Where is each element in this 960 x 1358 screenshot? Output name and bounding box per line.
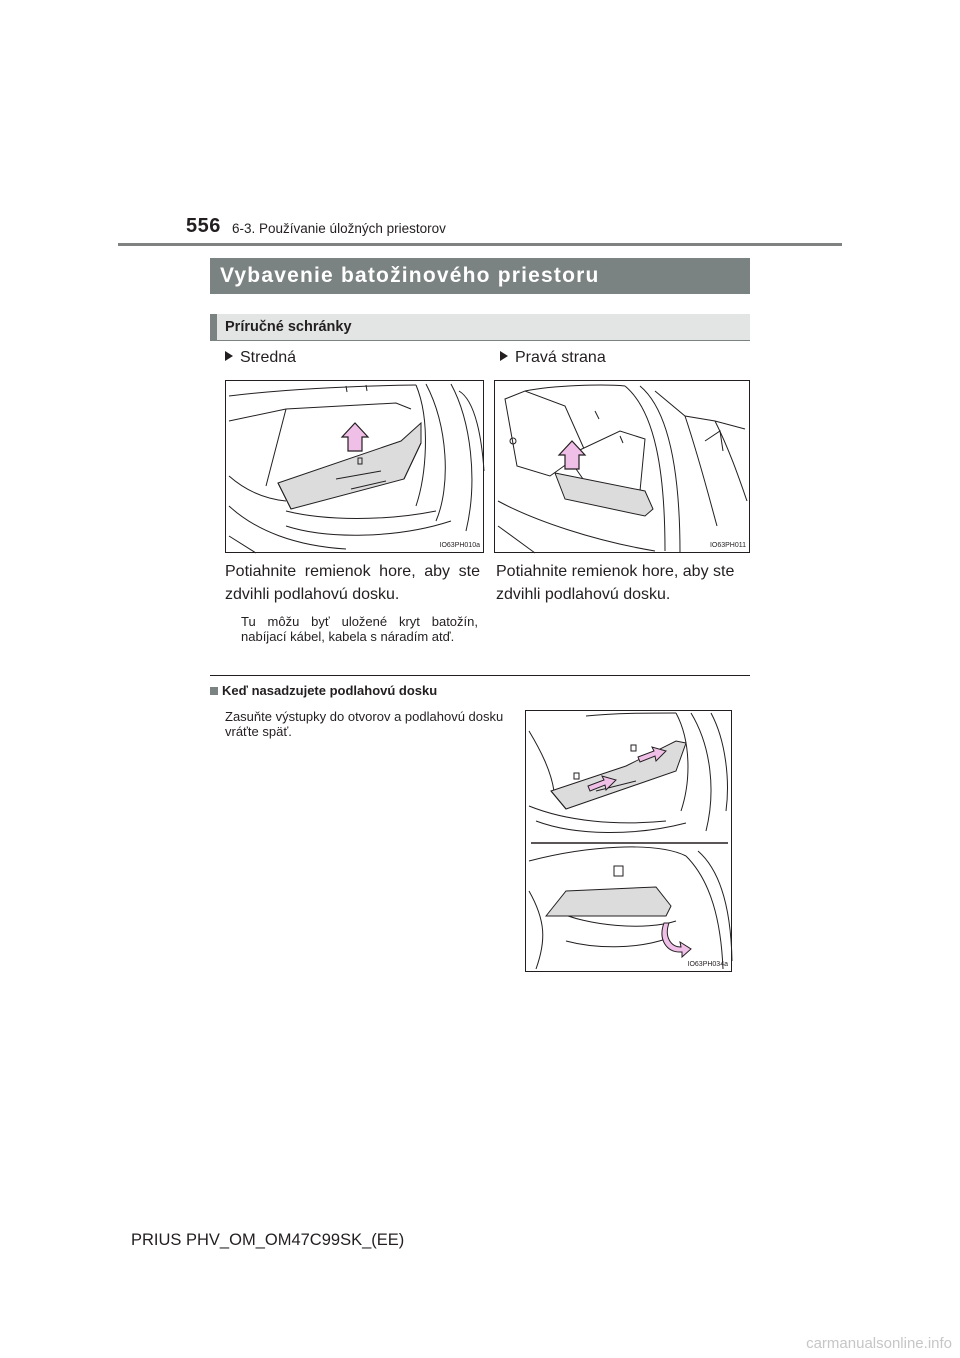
left-column-label xyxy=(225,349,296,367)
right-column-label xyxy=(500,349,606,367)
left-instruction: Potiahnite remienok hore, aby ste zdvihli podlahovú dosku. xyxy=(225,563,480,603)
right-label-text: Pravá strana xyxy=(515,349,606,366)
footer-doc-id: PRIUS PHV_OM_OM47C99SK_(EE) xyxy=(131,1231,405,1249)
figure-code: IO63PH010a xyxy=(439,542,480,549)
header-divider xyxy=(118,243,842,246)
figure-code: IO63PH034a xyxy=(687,961,728,968)
right-instruction: Potiahnite remienok hore, aby ste zdvihli podlahovú dosku. xyxy=(496,563,735,603)
triangle-bullet-icon xyxy=(225,351,233,361)
left-note: Tu môžu byť uložené kryt batožín, nabíjací kábel, kabela s náradím atď. xyxy=(241,614,478,644)
page-number: 556 xyxy=(186,215,221,237)
install-heading-text: Keď nasadzujete podlahovú dosku xyxy=(222,683,438,698)
triangle-bullet-icon xyxy=(500,351,508,361)
right-compartment-illustration xyxy=(494,380,750,553)
section-title: 6-3. Používanie úložných priestorov xyxy=(232,221,446,236)
figure-code: IO63PH011 xyxy=(709,542,746,549)
install-illustration xyxy=(525,710,732,972)
section-banner xyxy=(210,258,750,294)
section-divider xyxy=(210,675,750,676)
subsection-header xyxy=(210,314,750,341)
left-label-text: Stredná xyxy=(240,349,297,366)
square-bullet-icon xyxy=(210,687,218,695)
subsection-title: Príručné schránky xyxy=(225,319,352,335)
install-heading xyxy=(210,683,437,698)
watermark: carmanualsonline.info xyxy=(806,1335,952,1352)
install-instruction: Zasuňte výstupky do otvorov a podlahovú dosku vráťte späť. xyxy=(225,709,504,739)
center-compartment-illustration xyxy=(225,380,484,553)
subhead-accent xyxy=(210,314,217,340)
banner-title: Vybavenie batožinového priestoru xyxy=(220,264,600,287)
